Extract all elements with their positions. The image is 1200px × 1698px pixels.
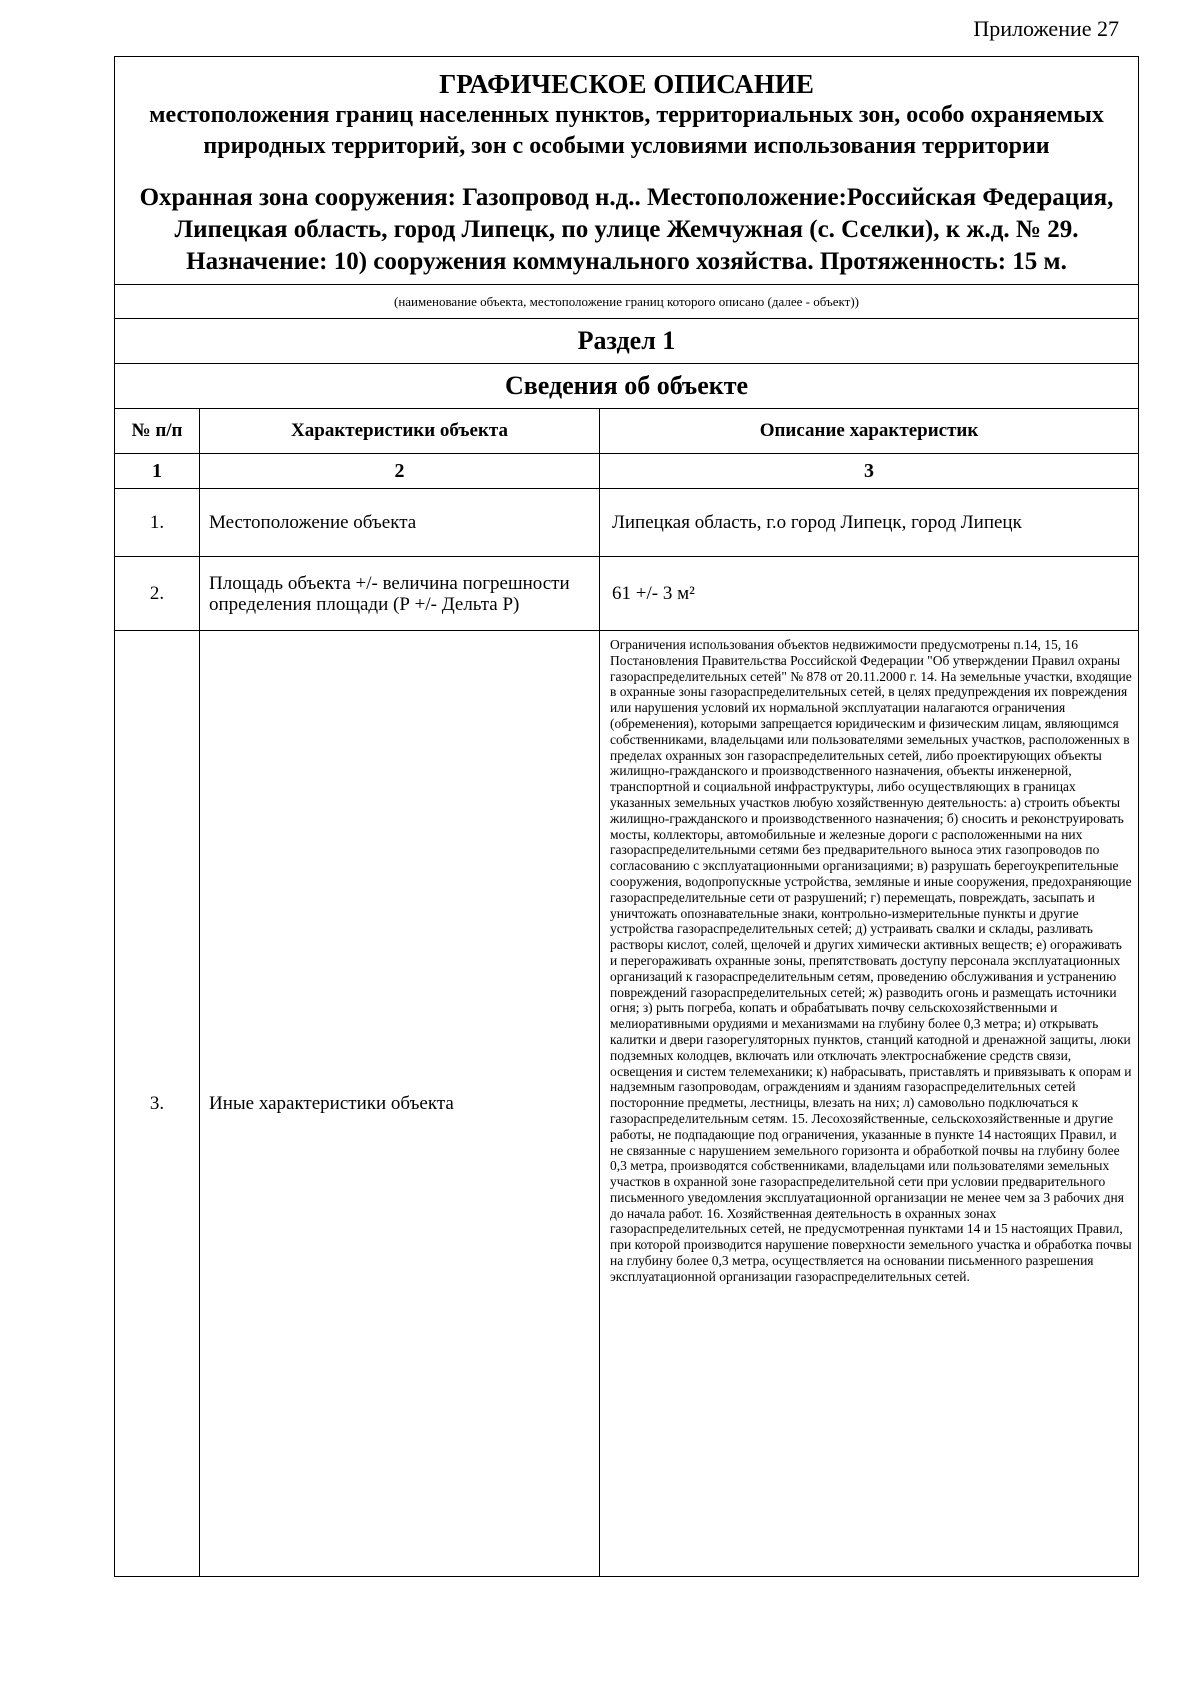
document-title: ГРАФИЧЕСКОЕ ОПИСАНИЕ	[439, 69, 814, 99]
row-characteristic: Местоположение объекта	[200, 489, 600, 557]
row-number: 3.	[115, 631, 200, 1577]
header-cell	[115, 57, 1139, 285]
column-header-row	[115, 409, 1139, 454]
row-number: 1.	[115, 489, 200, 557]
section-title-row	[115, 364, 1139, 409]
row-description: Ограничения использования объектов недвижимости предусмотрены п.14, 15, 16 Постановления Правительства Российской Федерации "Об утверждении Правил охраны газораспределительных сетей" № 878 от 20.11.2000 г. 14. На земельные участки, входящие в охранные зоны газораспределительных сетей, в целях предупреждения их повреждения или нарушения условий их нормальной эксплуатации налагаются ограничения (обременения), которыми запрещается юридическим и физическим лицам, являющимся собственниками, владельцами или пользователями земельных участков, расположенных в пределах охранных зон газораспределительных сетей, либо проектирующих объекты жилищно-гражданского и производственного назначения, объекты инженерной, транспортной и социальной инфраструктуры, либо осуществляющих в границах указанных земельных участков любую хозяйственную деятельность: а) строить объекты жилищно-гражданского и производственного назначения; б) сносить и реконструировать мосты, коллекторы, автомобильные и железные дороги с расположенными на них газораспределительными сетями без предварительного выноса этих газопроводов по согласованию с эксплуатационными организациями; в) разрушать берегоукрепительные сооружения, водопропускные устройства, земляные и иные сооружения, предохраняющие газораспределительные сети от разрушений; г) перемещать, повреждать, засыпать и уничтожать опознавательные знаки, контрольно-измерительные пункты и другие устройства газораспределительных сетей; д) устраивать свалки и склады, разливать растворы кислот, солей, щелочей и других химически активных веществ; е) огораживать и перегораживать охранные зоны, препятствовать доступу персонала эксплуатационных организаций к газораспределительным сетям, проведению обслуживания и устранению повреждений газораспределительных сетей; ж) разводить огонь и размещать источники огня; з) рыть погреба, копать и обрабатывать почву сельскохозяйственными и мелиоративными орудиями и механизмами на глубину более 0,3 метра; и) открывать калитки и двери газорегуляторных пунктов, станций катодной и дренажной защиты, люки подземных колодцев, включать или отключать электроснабжение средств связи, освещения и систем телемеханики; к) набрасывать, приставлять и привязывать к опорам и надземным газопроводам, ограждениям и зданиям газораспределительных сетей посторонние предметы, лестницы, влезать на них; л) самовольно подключаться к газораспределительным сетям. 15. Лесохозяйственные, сельскохозяйственные и другие работы, не подпадающие под ограничения, указанные в пункте 14 настоящих Правил, и не связанные с нарушением земельного горизонта и обработкой почвы на глубину более 0,3 метра, производятся собственниками, владельцами или пользователями земельных участков в охранной зоне газораспределительной сети при условии предварительного письменного уведомления эксплуатационной организации не менее чем за 3 рабочих дня до начала работ. 16. Хозяйственная деятельность в охранных зонах газораспределительных сетей, не предусмотренная пунктами 14 и 15 настоящих Правил, при которой производится нарушение поверхности земельного участка и обработка почвы на глубину более 0,3 метра, осуществляется на основании письменного разрешения эксплуатационной организации газораспределительных сетей.	[600, 631, 1139, 1577]
section-number: Раздел 1	[115, 319, 1139, 364]
appendix-label: Приложение 27	[973, 16, 1119, 41]
row-characteristic: Иные характеристики объекта	[200, 631, 600, 1577]
caption-row	[115, 285, 1139, 319]
table-row	[115, 489, 1139, 557]
row-characteristic: Площадь объекта +/- величина погрешности определения площади (Р +/- Дельта Р)	[200, 557, 600, 631]
column-header: Описание характеристик	[600, 409, 1139, 454]
column-number: 2	[200, 454, 600, 489]
column-header: Характеристики объекта	[200, 409, 600, 454]
row-description: 61 +/- 3 м²	[600, 557, 1139, 631]
column-number: 3	[600, 454, 1139, 489]
document-subtitle: местоположения границ населенных пунктов, территориальных зон, особо охраняемых природных территорий, зон с особыми условиями использования территории	[149, 102, 1104, 159]
row-description: Липецкая область, г.о город Липецк, город Липецк	[600, 489, 1139, 557]
column-number: 1	[115, 454, 200, 489]
column-number-row	[115, 454, 1139, 489]
row-number: 2.	[115, 557, 200, 631]
section-title: Сведения об объекте	[115, 364, 1139, 409]
header-row	[115, 57, 1139, 285]
document-table	[114, 56, 1139, 1577]
object-name: Охранная зона сооружения: Газопровод н.д.. Местоположение:Российская Федерация, Липецкая область, город Липецк, по улице Жемчужная (с. Сселки), к ж.д. № 29. Назначение: 10) сооружения коммунального хозяйства. Протяженность: 15 м.	[139, 184, 1114, 275]
column-header: № п/п	[115, 409, 200, 454]
object-caption: (наименование объекта, местоположение границ которого описано (далее - объект))	[115, 285, 1139, 319]
table-row	[115, 631, 1139, 1577]
section-number-row	[115, 319, 1139, 364]
table-row	[115, 557, 1139, 631]
